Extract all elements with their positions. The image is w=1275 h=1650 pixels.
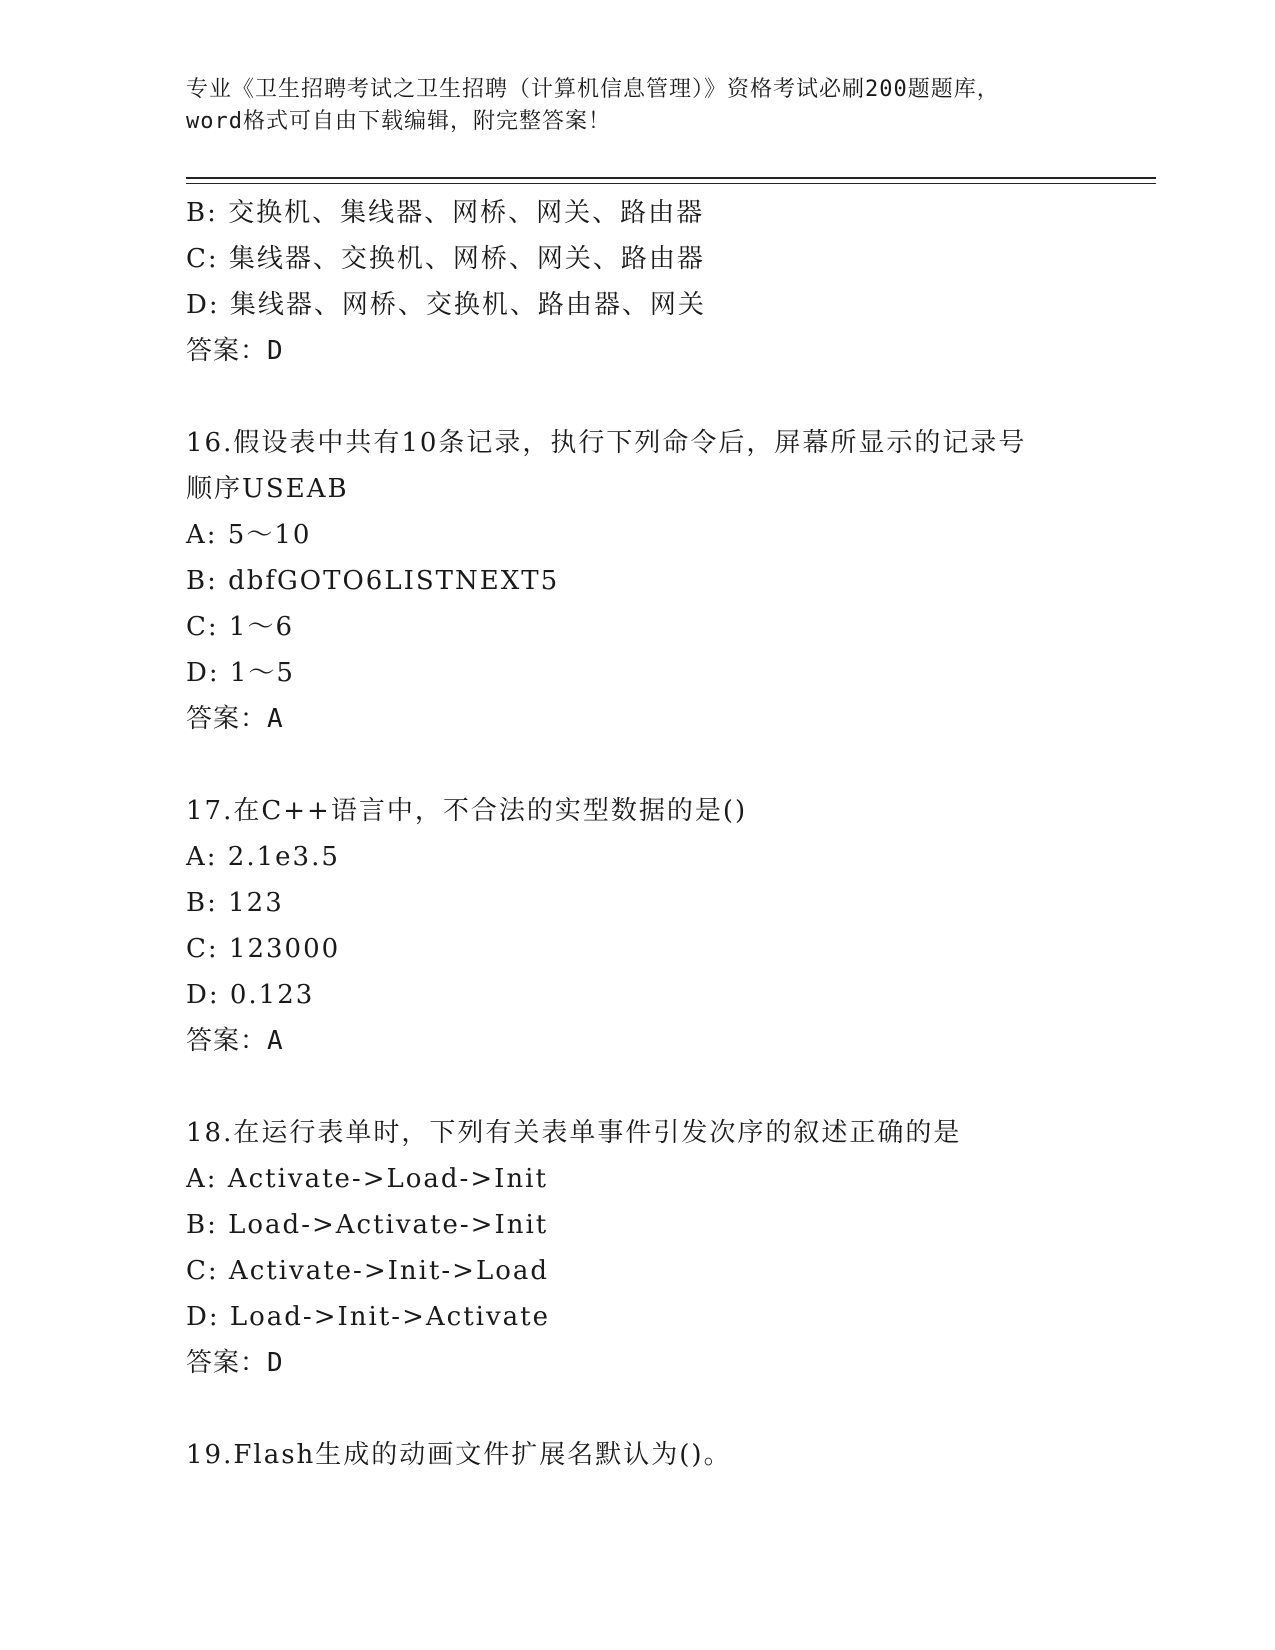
- question-stem: 17.在C++语言中，不合法的实型数据的是(): [186, 796, 748, 826]
- option-d: D: 集线器、网桥、交换机、路由器、网关: [186, 290, 706, 320]
- question-stem: 18.在运行表单时，下列有关表单事件引发次序的叙述正确的是: [186, 1118, 962, 1148]
- option-c: C: 123000: [186, 934, 341, 964]
- spacer: [186, 1064, 1146, 1110]
- option-b: B: Load->Activate->Init: [186, 1210, 549, 1240]
- question-17: [186, 788, 1146, 1064]
- header-divider-thin: [186, 183, 1156, 184]
- option-a: A: 5～10: [186, 520, 312, 550]
- option-b: B: dbfGOTO6LISTNEXT5: [186, 566, 560, 596]
- header-line-2: word格式可自由下载编辑，附完整答案！: [186, 109, 611, 134]
- answer: 答案：D: [186, 1348, 284, 1378]
- spacer: [186, 742, 1146, 788]
- question-19: [186, 1432, 1146, 1478]
- answer: 答案：D: [186, 336, 284, 366]
- header-line-1: 专业《卫生招聘考试之卫生招聘（计算机信息管理）》资格考试必刷200题题库，: [186, 77, 1000, 102]
- option-d: D: 0.123: [186, 980, 315, 1010]
- option-d: D: Load->Init->Activate: [186, 1302, 550, 1332]
- option-a: A: 2.1e3.5: [186, 842, 340, 872]
- question-stem: 19.Flash生成的动画文件扩展名默认为()。: [186, 1440, 732, 1470]
- question-15: [186, 190, 1146, 374]
- question-stem-continued: 顺序USEAB: [186, 474, 349, 504]
- answer: 答案：A: [186, 704, 284, 734]
- question-stem: 16.假设表中共有10条记录，执行下列命令后，屏幕所显示的记录号: [186, 428, 1027, 458]
- option-c: C: Activate->Init->Load: [186, 1256, 550, 1286]
- spacer: [186, 374, 1146, 420]
- question-18: [186, 1110, 1146, 1386]
- option-d: D: 1～5: [186, 658, 295, 688]
- answer: 答案：A: [186, 1026, 284, 1056]
- question-16: [186, 420, 1146, 742]
- spacer: [186, 1386, 1146, 1432]
- option-a: A: Activate->Load->Init: [186, 1164, 548, 1194]
- option-b: B: 交换机、集线器、网桥、网关、路由器: [186, 198, 705, 228]
- document-header: [186, 74, 1086, 138]
- question-list: [186, 190, 1146, 1478]
- option-c: C: 1～6: [186, 612, 295, 642]
- option-c: C: 集线器、交换机、网桥、网关、路由器: [186, 244, 705, 274]
- option-b: B: 123: [186, 888, 284, 918]
- header-divider: [186, 177, 1156, 179]
